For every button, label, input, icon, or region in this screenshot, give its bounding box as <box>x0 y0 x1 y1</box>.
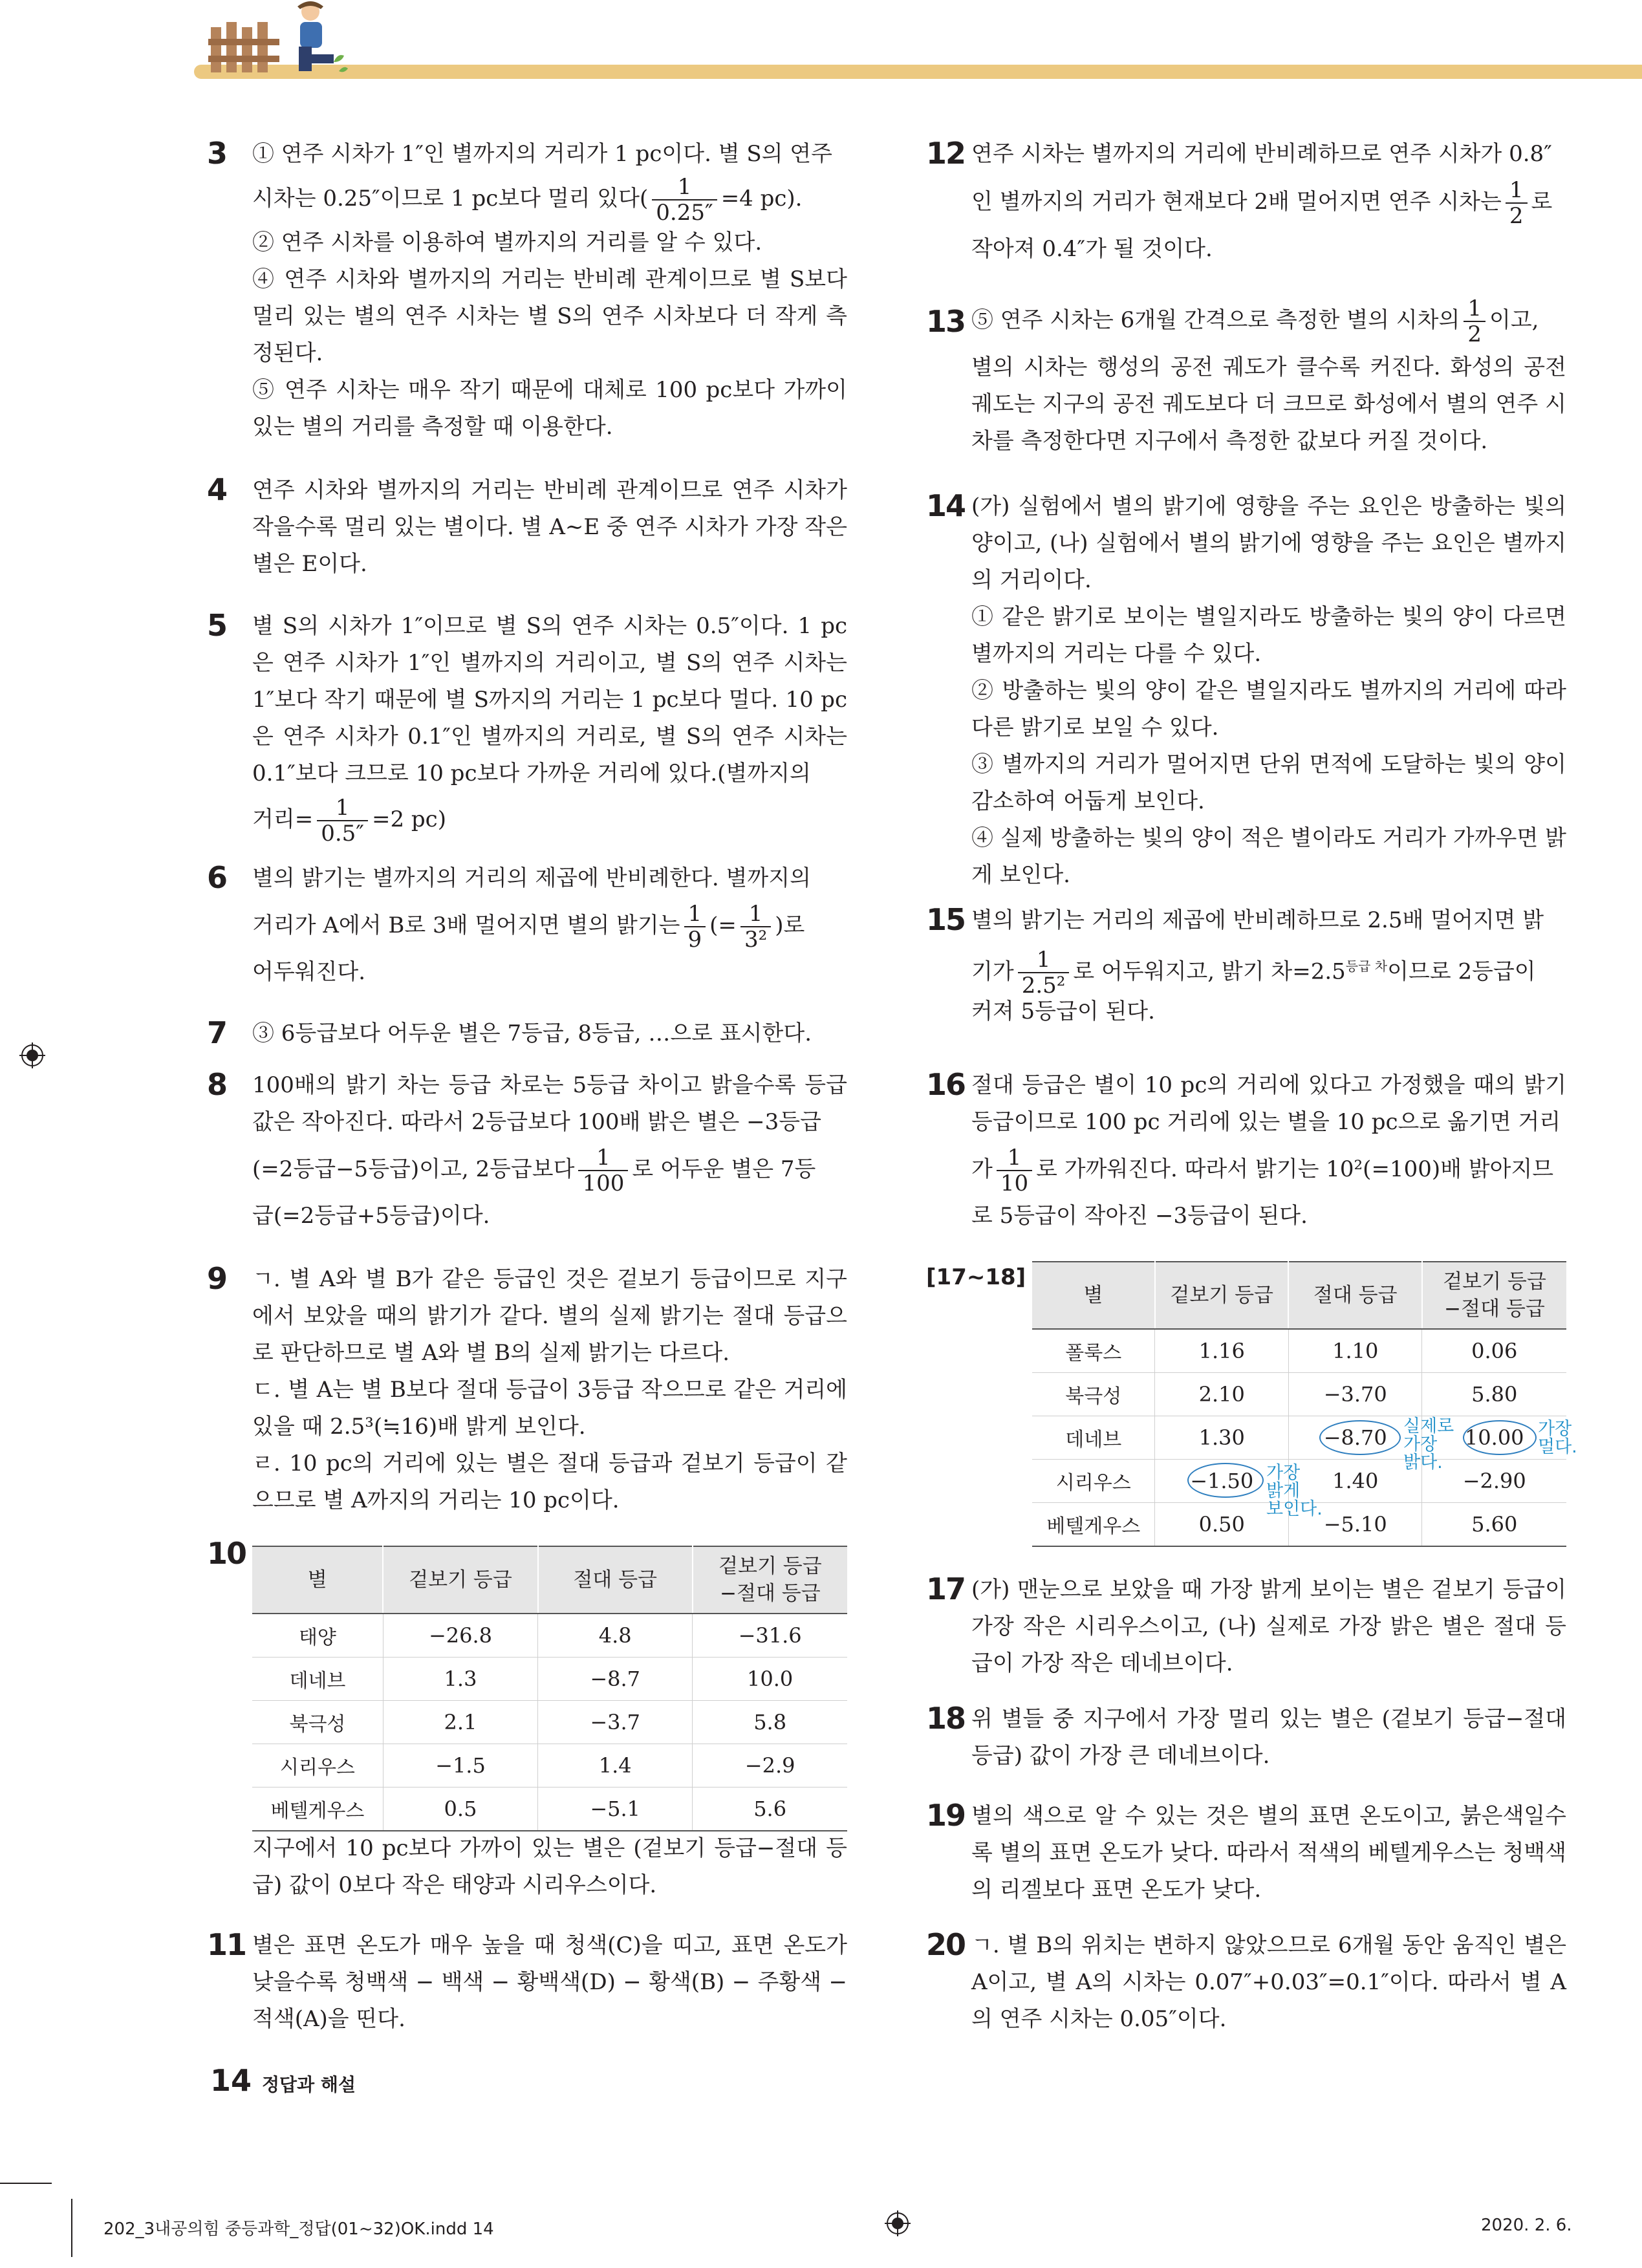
table-star-magnitudes-10 <box>252 1546 847 1831</box>
table-cell: −3.70 <box>1288 1373 1422 1416</box>
answer-text: ① 연주 시차가 1″인 별까지의 거리가 1 pc이다. 별 S의 연주 <box>252 141 832 167</box>
column-header: 겉보기 등급 −절대 등급 <box>1422 1262 1566 1329</box>
table-cell: 5.80 <box>1422 1373 1566 1416</box>
fraction: $\frac{1}{9}$ <box>684 902 706 952</box>
table-cell: 데네브 <box>252 1658 383 1701</box>
answer-line: 거리가 A에서 B로 3배 멀어지면 별의 밝기는 $\frac{1}{9}$ (= $\frac{1}{\text{3²}}$ )로 <box>252 901 805 953</box>
item-number: 14 <box>926 488 966 523</box>
column-header: 별 <box>1032 1262 1155 1329</box>
column-header: 겉보기 등급 <box>383 1546 537 1614</box>
table-cell: 데네브 <box>1032 1416 1155 1460</box>
table-cell: 베텔게우스 <box>252 1787 383 1831</box>
answer-text: ① 같은 밝기로 보이는 별일지라도 방출하는 빛의 양이 다르면 별까지의 거리는 다를 수 있다. <box>971 604 1566 667</box>
answer-text: 로 5등급이 작아진 −3등급이 된다. <box>971 1203 1308 1229</box>
answer-text: 별은 표면 온도가 매우 높을 때 청색(C)을 띠고, 표면 온도가 낮을수록 청백색 − 백색 − 황백색(D) − 황색(B) − 주황색 − 적색(A)을 띤다. <box>252 1932 847 2032</box>
answer-item-3 <box>207 136 847 459</box>
table-cell: −3.7 <box>538 1701 693 1744</box>
table-cell: 1.40 <box>1288 1460 1422 1503</box>
item-number: 5 <box>207 608 227 643</box>
item-number: 19 <box>926 1798 966 1833</box>
table-cell: −5.1 <box>538 1787 693 1831</box>
answer-text: ③ 별까지의 거리가 멀어지면 단위 면적에 도달하는 빛의 양이 감소하여 어둡게 보인다. <box>971 751 1566 814</box>
answer-text: ㄱ. 별 B의 위치는 변하지 않았으므로 6개월 동안 움직인 별은 A이고, 별 A의 시차는 0.07″+0.03″=0.1″이다. 따라서 별 A의 연주 시차는 0.05″이다. <box>971 1932 1566 2032</box>
table-header-row <box>252 1546 847 1614</box>
answer-text: 어두워진다. <box>252 959 366 985</box>
table-cell: 5.6 <box>693 1787 847 1831</box>
table-cell: 5.60 <box>1422 1503 1566 1547</box>
item-number: 10 <box>207 1536 246 1571</box>
item-number: 8 <box>207 1067 227 1102</box>
answer-text: 연주 시차와 별까지의 거리는 반비례 관계이므로 연주 시차가 작을수록 멀리 있는 별이다. 별 A∼E 중 연주 시차가 가장 작은 별은 E이다. <box>252 477 847 577</box>
answer-line: (=2등급−5등급)이고, 2등급보다 $\frac{1}{100}$ 로 어두운 별은 7등 <box>252 1145 816 1196</box>
answer-line: 가 $\frac{1}{10}$ 로 가까워진다. 따라서 밝기는 10²(=100)배 밝아지므 <box>971 1145 1554 1196</box>
table-cell: −1.50 <box>1155 1460 1289 1503</box>
item-number: 11 <box>207 1927 246 1962</box>
registration-mark-icon <box>885 2210 911 2236</box>
fraction: $\frac{1}{0.25''}$ <box>652 175 717 225</box>
table-cell: 태양 <box>252 1614 383 1658</box>
table-cell: 2.1 <box>383 1701 537 1744</box>
answer-text: ② 연주 시차를 이용하여 별까지의 거리를 알 수 있다. <box>252 230 762 255</box>
answer-text: ⑤ 연주 시차는 매우 작기 때문에 대체로 100 pc보다 가까이 있는 별의 거리를 측정할 때 이용한다. <box>252 377 847 440</box>
item-number: 9 <box>207 1261 227 1296</box>
item-number: 3 <box>207 136 227 171</box>
answer-text: 작아져 0.4″가 될 것이다. <box>971 236 1213 262</box>
table-header-row <box>1032 1262 1566 1329</box>
slug-date: 2020. 2. 6. <box>1481 2216 1572 2235</box>
item-number: 6 <box>207 860 227 895</box>
table-cell: 1.4 <box>538 1744 693 1787</box>
answer-text: 지구에서 10 pc보다 가까이 있는 별은 (겉보기 등급−절대 등급) 값이 0보다 작은 태양과 시리우스이다. <box>252 1835 847 1898</box>
highlight-circle-deneb-absolute <box>1319 1420 1401 1455</box>
table-row <box>252 1614 847 1658</box>
highlight-circle-deneb-difference <box>1463 1420 1537 1455</box>
answer-line: 시차는 0.25″이므로 1 pc보다 멀리 있다( $\frac{1}{0.25''}$ =4 pc). <box>252 174 803 226</box>
answer-text: 별의 시차는 행성의 공전 궤도가 클수록 커진다. 화성의 공전 궤도는 지구의 공전 궤도보다 더 크므로 화성에서 별의 연주 시차를 측정한다면 지구에서 측정한 값보다 커질 것이다. <box>971 354 1566 454</box>
item-number: 12 <box>926 136 966 171</box>
answer-text: ㄹ. 10 pc의 거리에 있는 별은 절대 등급과 겉보기 등급이 같으므로 별 A까지의 거리는 10 pc이다. <box>252 1451 847 1513</box>
table-cell: 베텔게우스 <box>1032 1503 1155 1547</box>
table-row <box>1032 1373 1566 1416</box>
table-cell: 2.10 <box>1155 1373 1289 1416</box>
table-cell: 4.8 <box>538 1614 693 1658</box>
crop-mark <box>71 2199 72 2257</box>
item-number: 15 <box>926 902 966 937</box>
table-row <box>1032 1329 1566 1373</box>
answer-text: ㄷ. 별 A는 별 B보다 절대 등급이 3등급 작으므로 같은 거리에 있을 때 2.5³(≒16)배 밝게 보인다. <box>252 1377 847 1440</box>
answer-text: 절대 등급은 별이 10 pc의 거리에 있다고 가정했을 때의 밝기 등급이므로 100 pc 거리에 있는 별을 10 pc으로 옮기면 거리 <box>971 1072 1566 1135</box>
fraction: $\frac{1}{0.5''}$ <box>317 795 368 846</box>
table-row <box>252 1658 847 1701</box>
answer-text: (가) 실험에서 별의 밝기에 영향을 주는 요인은 방출하는 빛의 양이고, (나) 실험에서 별의 밝기에 영향을 주는 요인은 별까지의 거리이다. <box>971 493 1566 593</box>
answer-text: 별의 밝기는 별까지의 거리의 제곱에 반비례한다. 별까지의 <box>252 865 811 891</box>
answer-text: 별의 밝기는 거리의 제곱에 반비례하므로 2.5배 멀어지면 밝 <box>971 907 1544 933</box>
table-cell: 10.0 <box>693 1658 847 1701</box>
item-number: 13 <box>926 304 966 339</box>
table-cell: 1.16 <box>1155 1329 1289 1373</box>
answer-line: 인 별까지의 거리가 현재보다 2배 멀어지면 연주 시차는 $\frac{1}{2}$ 로 <box>971 177 1553 229</box>
column-header: 별 <box>252 1546 383 1614</box>
registration-mark-icon <box>19 1042 45 1068</box>
fraction: $\frac{1}{10}$ <box>997 1145 1032 1196</box>
slug-filename: 202_3내공의힘 중등과학_정답(01~32)OK.indd 14 <box>103 2219 494 2239</box>
crop-mark <box>0 2183 52 2184</box>
table-cell: −8.70 <box>1288 1416 1422 1460</box>
table-cell: −5.10 <box>1288 1503 1422 1547</box>
table-cell: 0.5 <box>383 1787 537 1831</box>
fraction: $\frac{1}{100}$ <box>578 1145 628 1196</box>
table-cell: −8.7 <box>538 1658 693 1701</box>
answer-text: ㄱ. 별 A와 별 B가 같은 등급인 것은 겉보기 등급이므로 지구에서 보았을 때의 밝기가 같다. 별의 실제 밝기는 절대 등급으로 판단하므로 별 A와 별 B의 실제 밝기는 다르다. <box>252 1266 847 1366</box>
fraction: $\frac{1}{2}$ <box>1464 296 1485 347</box>
table-cell: 5.8 <box>693 1701 847 1744</box>
table-cell: 시리우스 <box>252 1744 383 1787</box>
answer-text: ② 방출하는 빛의 양이 같은 별일지라도 별까지의 거리에 따라 다른 밝기로 보일 수 있다. <box>971 678 1566 740</box>
annotation-brightest-real: 실제로 가장 밝다. <box>1403 1416 1454 1473</box>
answer-text: 급(=2등급+5등급)이다. <box>252 1203 490 1229</box>
fraction: $\frac{1}{\text{2.5²}}$ <box>1018 947 1070 998</box>
answer-line: 거리= $\frac{1}{0.5''}$ =2 pc) <box>252 795 446 847</box>
answer-text: 연주 시차는 별까지의 거리에 반비례하므로 연주 시차가 0.8″ <box>971 141 1552 167</box>
header-bar <box>194 65 1642 79</box>
answer-line: ⑤ 연주 시차는 6개월 간격으로 측정한 별의 시차의 $\frac{1}{2}$ 이고, <box>971 296 1539 347</box>
annotation-farthest: 가장 멀다. <box>1538 1419 1577 1457</box>
table-cell: 1.10 <box>1288 1329 1422 1373</box>
table-cell: 1.30 <box>1155 1416 1289 1460</box>
table-cell: 북극성 <box>1032 1373 1155 1416</box>
answer-line: 기가 $\frac{1}{\text{2.5²}}$ 로 어두워지고, 밝기 차$=2.5^{등급 차}$이므로 2등급이 <box>971 947 1536 999</box>
fraction: $\frac{1}{2}$ <box>1506 178 1528 228</box>
table-cell: −1.5 <box>383 1744 537 1787</box>
item-number: 17 <box>926 1571 966 1606</box>
item-number: 16 <box>926 1067 966 1102</box>
fraction: $\frac{1}{\text{3²}}$ <box>740 902 771 952</box>
answer-text: 100배의 밝기 차는 등급 차로는 5등급 차이고 밝을수록 등급 값은 작아진다. 따라서 2등급보다 100배 밝은 별은 −3등급 <box>252 1072 847 1135</box>
table-cell: −26.8 <box>383 1614 537 1658</box>
table-row <box>252 1744 847 1787</box>
table-cell: 10.00 <box>1422 1416 1566 1460</box>
table-cell: 시리우스 <box>1032 1460 1155 1503</box>
column-header: 절대 등급 <box>538 1546 693 1614</box>
item-number: 18 <box>926 1701 966 1736</box>
answer-text: 별 S의 시차가 1″이므로 별 S의 연주 시차는 0.5″이다. 1 pc은 연주 시차가 1″인 별까지의 거리이고, 별 S의 연주 시차는 1″보다 작기 때문에 별 S까지의 거리는 1 pc보다 멀다. 10 pc은 연주 시차가 0.1″인 별까지의 거리로, 별 S의 연주 시차는 0.1″보다 크므로 10 pc보다 가까운 거리에 있다.(별까지의 <box>252 613 847 786</box>
item-number: 20 <box>926 1927 966 1962</box>
table-row <box>252 1701 847 1744</box>
table-row <box>252 1787 847 1831</box>
table-cell: 0.06 <box>1422 1329 1566 1373</box>
table-cell: 북극성 <box>252 1701 383 1744</box>
table-cell: 0.50 <box>1155 1503 1289 1547</box>
item-number: 4 <box>207 472 227 507</box>
table-cell: −2.9 <box>693 1744 847 1787</box>
answer-text: 위 별들 중 지구에서 가장 멀리 있는 별은 (겉보기 등급−절대 등급) 값이 가장 큰 데네브이다. <box>971 1706 1566 1769</box>
answer-text: 별의 색으로 알 수 있는 것은 별의 표면 온도이고, 붉은색일수록 별의 표면 온도가 낮다. 따라서 적색의 베텔게우스는 청백색의 리겔보다 표면 온도가 낮다. <box>971 1803 1566 1903</box>
page-number: 14 <box>210 2063 252 2098</box>
item-group-label: [17~18] <box>926 1264 1026 1290</box>
annotation-brightest-seen: 가장 밝게 보인다. <box>1266 1463 1323 1519</box>
table-cell: −31.6 <box>693 1614 847 1658</box>
column-header: 겉보기 등급 −절대 등급 <box>693 1546 847 1614</box>
answer-text: (가) 맨눈으로 보았을 때 가장 밝게 보이는 별은 겉보기 등급이 가장 작은 시리우스이고, (나) 실제로 가장 밝은 별은 절대 등급이 가장 작은 데네브이다. <box>971 1577 1566 1676</box>
highlight-circle-sirius-apparent <box>1187 1463 1264 1498</box>
gardener-icon <box>272 0 349 78</box>
item-number: 7 <box>207 1015 227 1050</box>
column-header: 겉보기 등급 <box>1155 1262 1289 1329</box>
answer-text: ④ 실제 방출하는 빛의 양이 적은 별이라도 거리가 가까우면 밝게 보인다. <box>971 825 1566 888</box>
table-cell: −2.90 <box>1422 1460 1566 1503</box>
answer-text: ③ 6등급보다 어두운 별은 7등급, 8등급, …으로 표시한다. <box>252 1021 812 1046</box>
footer-label: 정답과 해설 <box>262 2074 356 2095</box>
column-header: 절대 등급 <box>1288 1262 1422 1329</box>
table-cell: 1.3 <box>383 1658 537 1701</box>
answer-text: ④ 연주 시차와 별까지의 거리는 반비례 관계이므로 별 S보다 멀리 있는 별의 연주 시차는 별 S의 연주 시차보다 더 작게 측정된다. <box>252 266 847 366</box>
answer-text: 커져 5등급이 된다. <box>971 999 1155 1024</box>
table-cell: 폴룩스 <box>1032 1329 1155 1373</box>
